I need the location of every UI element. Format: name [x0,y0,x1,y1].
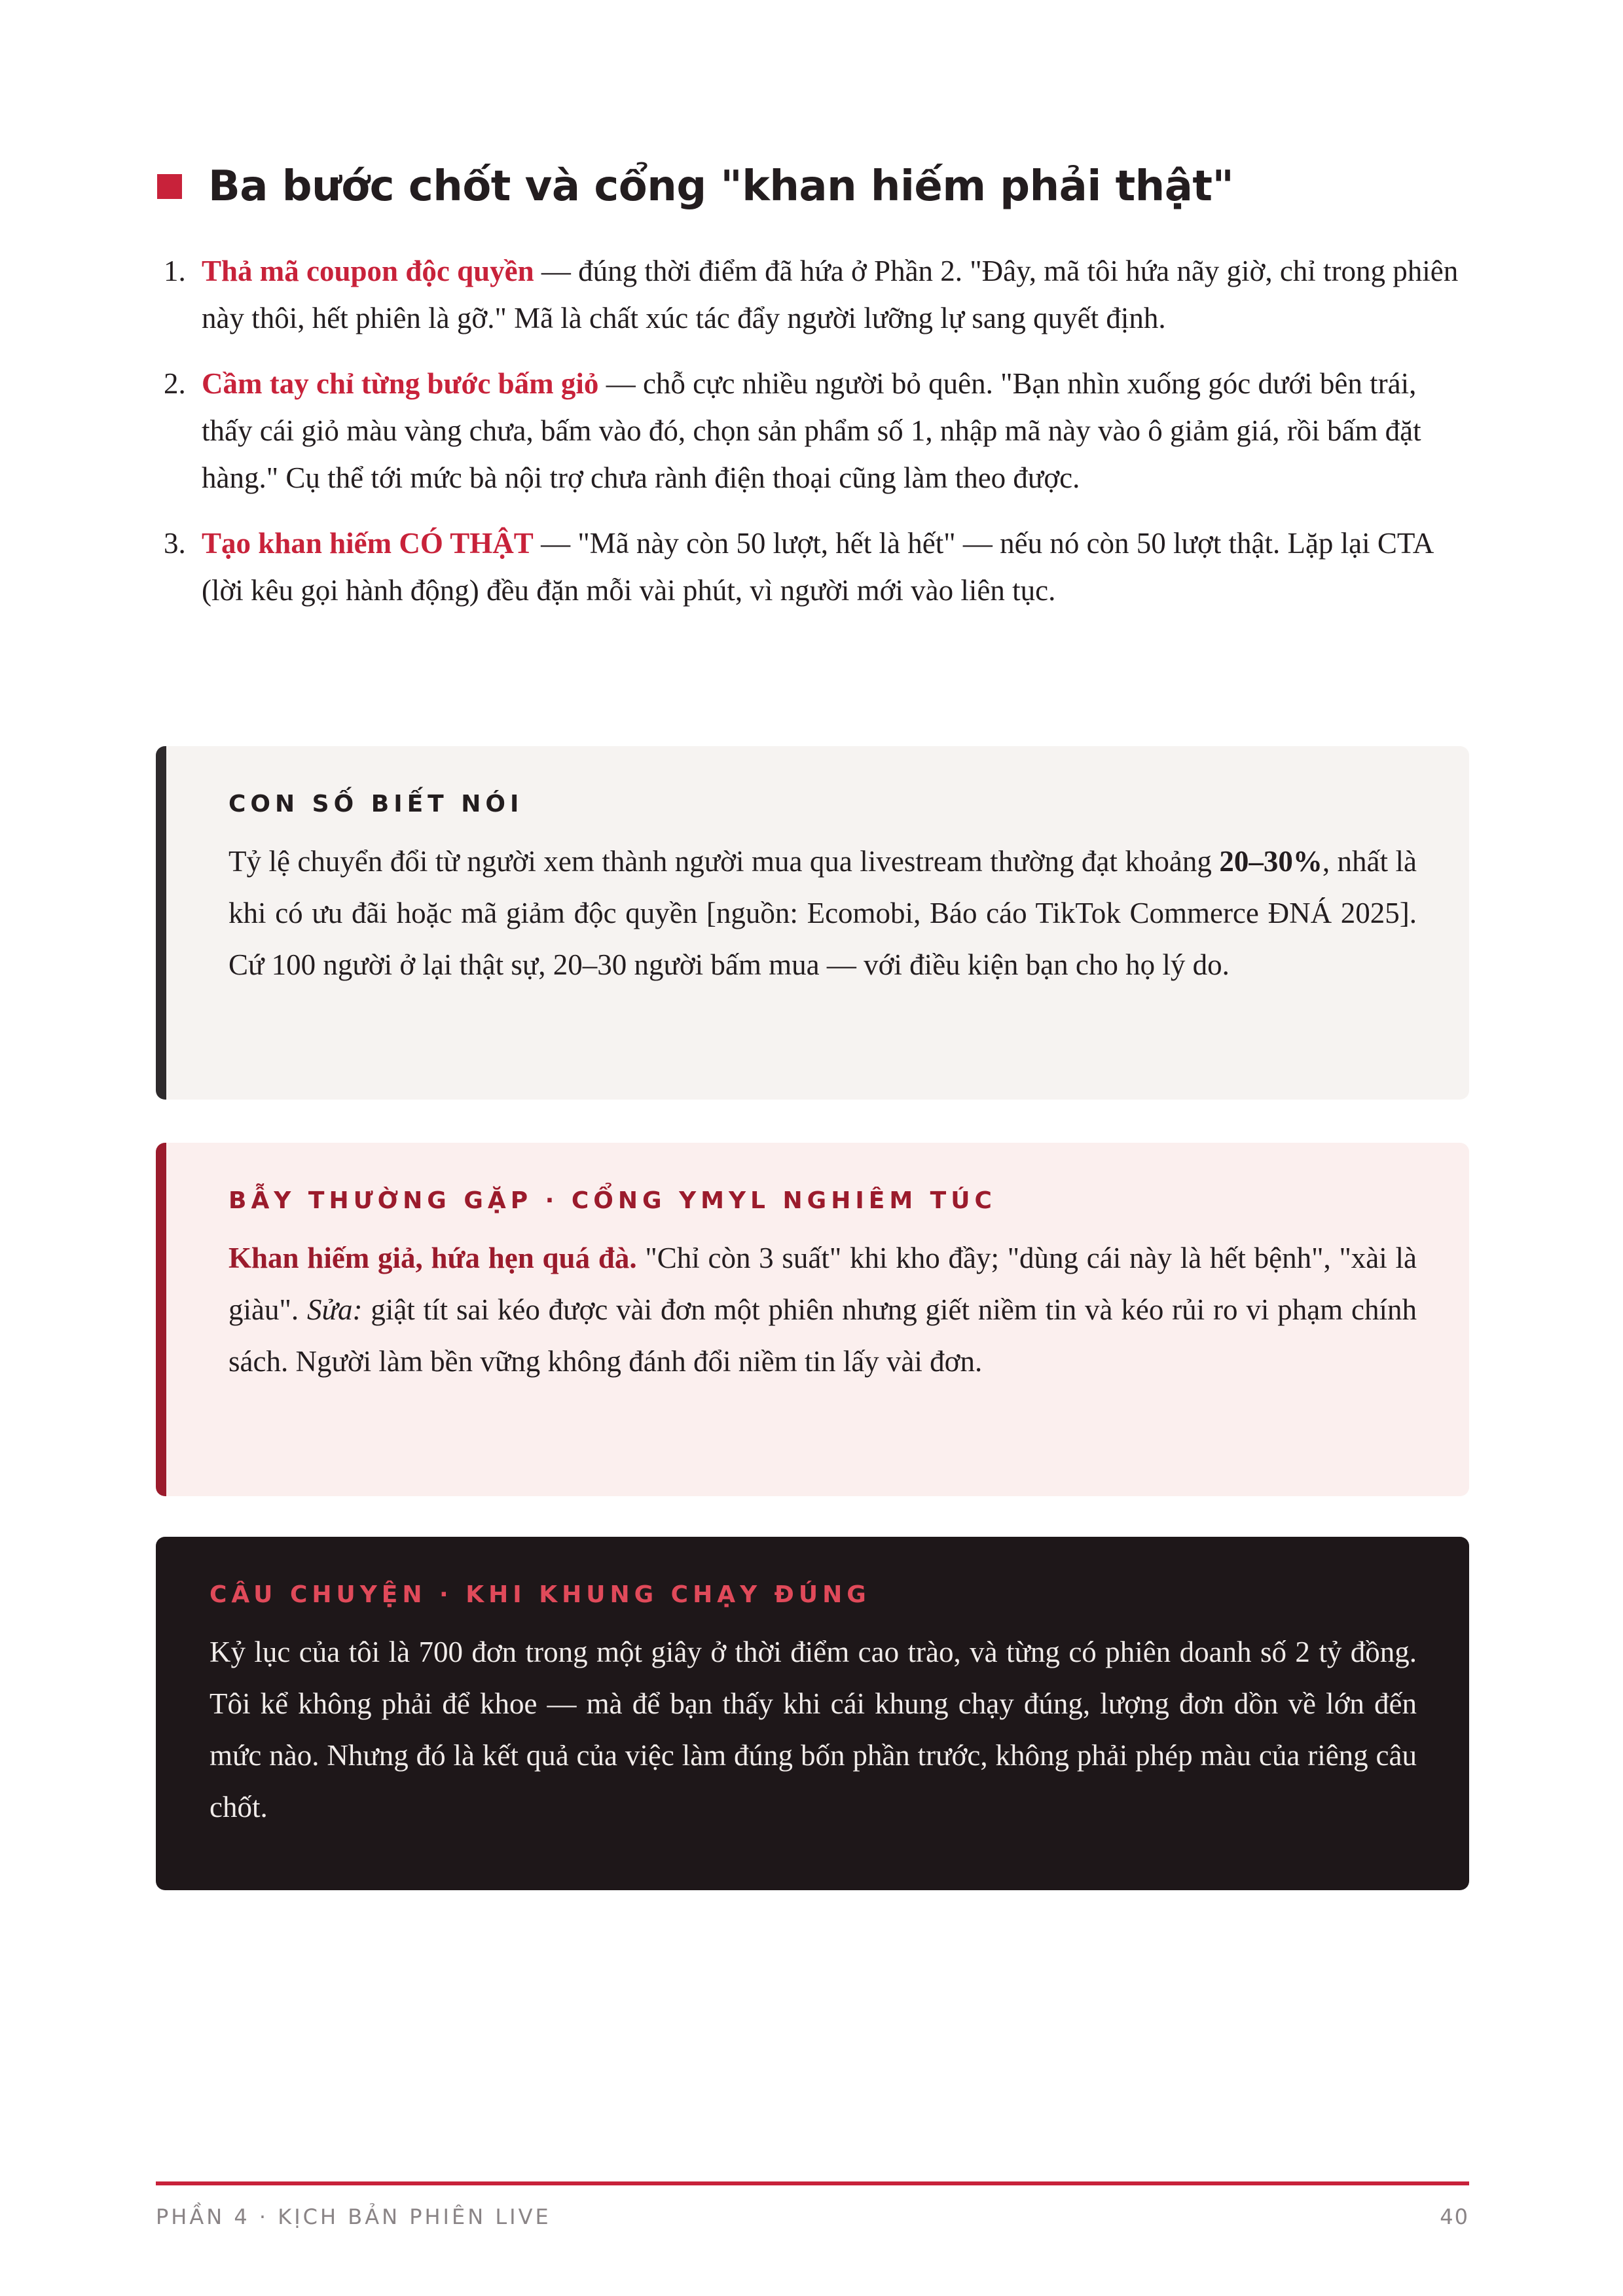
section-title: Ba bước chốt và cổng "khan hiếm phải thật" [208,162,1234,211]
trap-fix-label: Sửa: [306,1293,363,1326]
step-title: Cầm tay chỉ từng bước bấm giỏ [202,367,599,400]
list-item [157,520,1467,614]
stats-box-label: CON SỐ BIẾT NÓI [228,791,524,817]
stats-box-body [228,836,1417,991]
step-text: — đúng thời điểm đã hứa ở Phần 2. "Đây, mã tôi hứa nãy giờ, chỉ trong phiên này thôi, hết phiên là gỡ." Mã là chất xúc tác đẩy người lưỡng lự sang quyết định. [202,255,1459,334]
trap-box-label: BẪY THƯỜNG GẶP · CỔNG YMYL NGHIÊM TÚC [228,1187,996,1214]
step-title: Tạo khan hiếm CÓ THẬT [202,527,534,560]
trap-text-after: giật tít sai kéo được vài đơn một phiên nhưng giết niềm tin và kéo rủi ro vi phạm chính sách. Người làm bền vững không đánh đổi niềm tin lấy vài đơn. [228,1293,1417,1378]
trap-lead: Khan hiếm giả, hứa hẹn quá đà. [228,1242,637,1274]
steps-list [157,247,1467,632]
step-text: — "Mã này còn 50 lượt, hết là hết" — nếu nó còn 50 lượt thật. Lặp lại CTA (lời kêu gọi hành động) đều đặn mỗi vài phút, vì người mới vào liên tục. [202,527,1432,607]
story-callout-box [156,1537,1469,1890]
step-title: Thả mã coupon độc quyền [202,255,534,287]
stats-text-after: , nhất là khi có ưu đãi hoặc mã giảm độc quyền [nguồn: Ecomobi, Báo cáo TikTok Commerce ĐNÁ 2025]. Cứ 100 người ở lại thật sự, 20–30 người bấm mua — với điều kiện bạn cho họ lý do. [228,845,1417,981]
stats-highlight: 20–30% [1219,845,1322,878]
footer-divider [156,2181,1469,2185]
step-number: 3. [164,527,186,560]
trap-box-body [228,1232,1417,1388]
step-text: — chỗ cực nhiều người bỏ quên. "Bạn nhìn xuống góc dưới bên trái, thấy cái giỏ màu vàng chưa, bấm vào đó, chọn sản phẩm số 1, nhập mã này vào ô giảm giá, rồi bấm đặt hàng." Cụ thể tới mức bà nội trợ chưa rành điện thoại cũng làm theo được. [202,367,1421,494]
stats-callout-box [156,746,1469,1100]
step-number: 2. [164,367,186,400]
footer-section-title: PHẦN 4 · KỊCH BẢN PHIÊN LIVE [156,2204,551,2229]
story-box-label: CÂU CHUYỆN · KHI KHUNG CHẠY ĐÚNG [210,1581,871,1608]
page-number: 40 [1440,2204,1469,2229]
list-item [157,360,1467,501]
heading-bullet-square [157,174,182,199]
section-heading [157,162,1467,211]
list-item [157,247,1467,342]
step-number: 1. [164,255,186,287]
trap-text-before: "Chỉ còn 3 suất" khi kho đầy; "dùng cái này là hết bệnh", "xài là giàu". [228,1242,1417,1326]
stats-text-before: Tỷ lệ chuyển đổi từ người xem thành người mua qua livestream thường đạt khoảng [228,845,1220,878]
trap-callout-box [156,1143,1469,1496]
story-box-body: Kỷ lục của tôi là 700 đơn trong một giây ở thời điểm cao trào, và từng có phiên doanh số 2 tỷ đồng. Tôi kể không phải để khoe — mà để bạn thấy khi cái khung chạy đúng, lượng đơn dồn về lớn đến mức nào. Nhưng đó là kết quả của việc làm đúng bốn phần trước, không phải phép màu của riêng câu chốt. [210,1636,1417,1823]
